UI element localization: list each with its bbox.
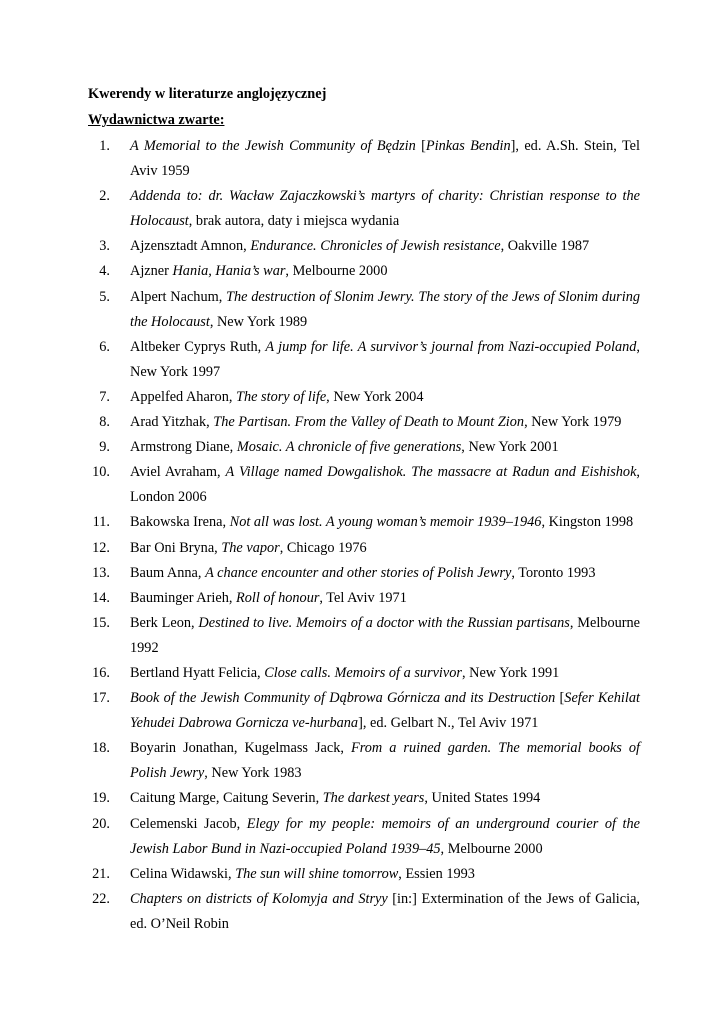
- bibliography-entry: [88, 285, 640, 335]
- entry-text: , United States 1994: [424, 790, 541, 807]
- entry-text: , London 2006: [130, 464, 640, 506]
- bibliography-entry: [88, 435, 640, 460]
- entry-title-text: A chance encounter and other stories of Polish Jewry: [205, 564, 512, 581]
- entry-number: 18.: [92, 740, 110, 757]
- entry-title-text: Close calls. Memoirs of a survivor: [264, 664, 462, 681]
- entry-text: Bertland Hyatt Felicia,: [130, 664, 265, 681]
- entry-title-text: Pinkas Bendin: [425, 138, 511, 154]
- entry-number: 10.: [92, 464, 110, 481]
- entry-title-text: The sun will shine tomorrow: [235, 865, 399, 882]
- entry-number: 16.: [92, 664, 110, 681]
- entry-title-text: Book of the Jewish Community of Dąbrowa Górnicza and its Destruction: [130, 690, 556, 707]
- entry-number: 7.: [99, 388, 110, 405]
- entry-number: 8.: [99, 414, 110, 431]
- entry-text: , New York 1989: [209, 313, 308, 330]
- bibliography-entry: [88, 510, 640, 535]
- entry-text: Celina Widawski,: [130, 865, 236, 882]
- entry-title-text: Sefer Kehilat Yehudei Dabrowa Gornicza ve-hurbana: [130, 690, 640, 732]
- bibliography-entry: [88, 862, 640, 887]
- entry-number: 22.: [92, 890, 110, 907]
- entry-text: , New York 2004: [326, 388, 424, 405]
- entry-text: Ajzensztadt Amnon,: [130, 238, 251, 255]
- bibliography-list: [88, 134, 640, 937]
- document-title: Kwerendy w literaturze anglojęzycznej: [88, 86, 327, 102]
- entry-number: 3.: [99, 238, 110, 255]
- entry-title-text: From a ruined garden. The memorial books of Polish Jewry: [130, 740, 640, 782]
- bibliography-entry: [88, 134, 640, 184]
- entry-text: Armstrong Diane,: [130, 439, 237, 456]
- entry-title-text: Addenda to: dr. Wacław Zajaczkowski’s martyrs of charity: Christian response to the Holocaust: [130, 188, 640, 230]
- entry-text: , brak autora, daty i miejsca wydania: [188, 213, 400, 230]
- entry-title-text: A Memorial to the Jewish Community of Będzin: [130, 138, 416, 154]
- entry-text: Celemenski Jacob,: [130, 815, 247, 832]
- entry-text: Berk Leon,: [130, 614, 199, 631]
- entry-text: [: [415, 138, 426, 154]
- entry-text: , New York 1979: [524, 414, 622, 431]
- bibliography-entry: [88, 812, 640, 862]
- entry-title-text: Mosaic. A chronicle of five generations: [236, 439, 462, 456]
- bibliography-entry: [88, 410, 640, 435]
- entry-title-text: The story of life: [236, 388, 327, 405]
- entry-title-text: Not all was lost. A young woman’s memoir 1939–1946: [229, 514, 542, 531]
- entry-title-text: The darkest years: [322, 790, 425, 807]
- entry-title-text: Chapters on districts of Kolomyja and Stryy: [130, 890, 388, 907]
- entry-text: , Melbourne 2000: [440, 840, 543, 857]
- entry-text: , Melbourne 2000: [285, 263, 388, 280]
- entry-number: 5.: [99, 288, 110, 305]
- entry-text: , New York 1983: [204, 765, 302, 782]
- entry-text: Caitung Marge, Caitung Severin,: [130, 790, 323, 807]
- entry-number: 17.: [92, 690, 110, 707]
- entry-text: , Toronto 1993: [511, 564, 596, 581]
- entry-number: 14.: [92, 589, 110, 606]
- entry-title-text: A Village named Dowgalishok. The massacre at Radun and Eishishok: [225, 464, 637, 481]
- entry-text: , Kingston 1998: [541, 514, 634, 531]
- entry-title-text: The vapor: [221, 539, 280, 556]
- bibliography-entry: [88, 536, 640, 561]
- bibliography-entry: [88, 661, 640, 686]
- entry-number: 21.: [92, 865, 110, 882]
- bibliography-entry: [88, 335, 640, 385]
- entry-text: [: [555, 690, 565, 707]
- entry-number: 20.: [92, 815, 110, 832]
- bibliography-entry: [88, 736, 640, 786]
- section-heading: Wydawnictwa zwarte:: [88, 112, 225, 128]
- entry-text: Bakowska Irena,: [130, 514, 230, 531]
- bibliography-entry: [88, 686, 640, 736]
- bibliography-entry: [88, 184, 640, 234]
- entry-text: , Chicago 1976: [279, 539, 367, 556]
- bibliography-entry: [88, 460, 640, 510]
- entry-title-text: The Partisan. From the Valley of Death to Mount Zion: [213, 414, 525, 431]
- entry-text: , New York 2001: [461, 439, 559, 456]
- entry-text: Appelfed Aharon,: [130, 388, 237, 405]
- entry-number: 2.: [99, 188, 110, 205]
- entry-number: 1.: [99, 138, 110, 154]
- entry-title-text: The destruction of Slonim Jewry. The story of the Jews of Slonim during the Holocaust: [130, 288, 640, 330]
- bibliography-entry: [88, 561, 640, 586]
- entry-text: Alpert Nachum,: [130, 288, 227, 305]
- bibliography-entry: [88, 786, 640, 811]
- entry-text: Arad Yitzhak,: [130, 414, 214, 431]
- entry-title-text: A jump for life. A survivor’s journal from Nazi-occupied Poland: [265, 338, 637, 355]
- bibliography-entry: [88, 611, 640, 661]
- entry-text: ], ed. Gelbart N., Tel Aviv 1971: [358, 715, 539, 732]
- entry-text: Bauminger Arieh,: [130, 589, 237, 606]
- entry-number: 19.: [92, 790, 110, 807]
- entry-text: Baum Anna,: [130, 564, 206, 581]
- entry-number: 15.: [92, 614, 110, 631]
- entry-text: Boyarin Jonathan, Kugelmass Jack,: [130, 740, 351, 757]
- entry-text: , Essien 1993: [398, 865, 475, 882]
- entry-text: , Melbourne 1992: [130, 614, 641, 656]
- entry-text: Altbeker Cyprys Ruth,: [130, 338, 266, 355]
- entry-number: 12.: [92, 539, 110, 556]
- entry-title-text: Endurance. Chronicles of Jewish resistance: [250, 238, 501, 255]
- entry-number: 13.: [92, 564, 110, 581]
- entry-text: Aviel Avraham,: [130, 464, 226, 481]
- entry-text: , New York 1991: [461, 664, 560, 681]
- entry-number: 11.: [92, 514, 110, 531]
- entry-text: [in:] Extermination of the Jews of Galicia, ed. O’Neil Robin: [130, 890, 641, 932]
- entry-text: Bar Oni Bryna,: [130, 539, 222, 556]
- entry-number: 9.: [99, 439, 110, 456]
- entry-text: ], ed. A.Sh. Stein, Tel Aviv 1959: [130, 138, 640, 180]
- entry-number: 6.: [99, 338, 110, 355]
- bibliography-entry: [88, 385, 640, 410]
- bibliography-entry: [88, 586, 640, 611]
- bibliography-entry: [88, 259, 640, 284]
- entry-number: 4.: [99, 263, 110, 280]
- entry-text: , Tel Aviv 1971: [319, 589, 407, 606]
- bibliography-entry: [88, 234, 640, 259]
- entry-title-text: Hania, Hania’s war: [172, 263, 286, 280]
- entry-text: , Oakville 1987: [500, 238, 590, 255]
- entry-title-text: Destined to live. Memoirs of a doctor with the Russian partisans: [198, 614, 570, 631]
- bibliography-entry: [88, 887, 640, 937]
- entry-title-text: Elegy for my people: memoirs of an underground courier of the Jewish Labor Bund in Nazi-occupied Poland 1939–45: [130, 815, 640, 857]
- entry-title-text: Roll of honour: [236, 589, 320, 606]
- entry-text: , New York 1997: [130, 338, 640, 380]
- entry-text: Ajzner: [130, 263, 173, 280]
